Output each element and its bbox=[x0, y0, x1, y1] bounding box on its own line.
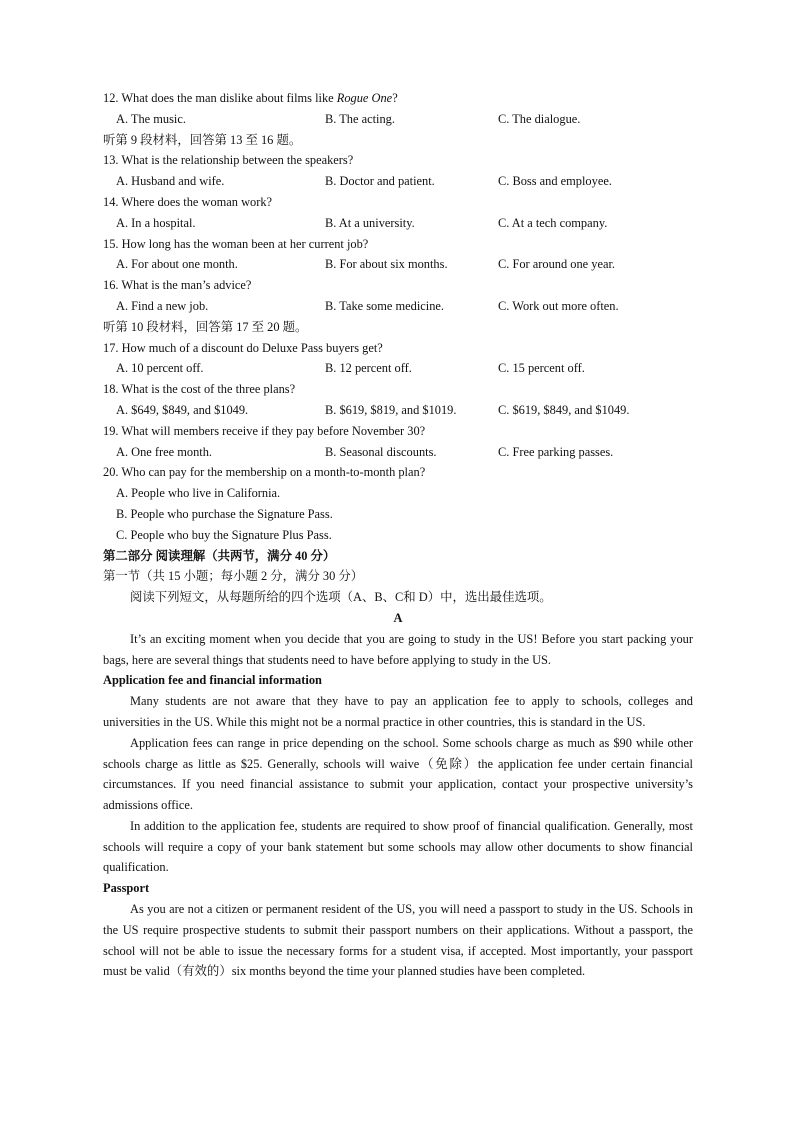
question-19-options bbox=[103, 442, 693, 463]
question-17-options bbox=[103, 358, 693, 379]
film-title: Rogue One bbox=[336, 91, 393, 105]
option-c: C. The dialogue. bbox=[498, 111, 581, 126]
option-a: A. Husband and wife. bbox=[116, 174, 225, 189]
option-a: A. In a hospital. bbox=[116, 215, 196, 230]
option-a: A. One free month. bbox=[116, 444, 212, 459]
heading-passport: Passport bbox=[103, 881, 150, 896]
passage-intro: It’s an exciting moment when you decide that you are going to study in the US! Before you start packing your bags, here are several things that students need to have before applying to study in the US. bbox=[103, 631, 693, 667]
question-12-options bbox=[103, 109, 693, 130]
option-c: C. 15 percent off. bbox=[498, 361, 585, 376]
option-a: A. People who live in California. bbox=[116, 486, 281, 501]
question-12-text: 12. What does the man dislike about films like bbox=[103, 91, 337, 105]
paragraph-fee-awareness: Many students are not aware that they have to pay an application fee to apply to schools, colleges and universities in the US. While this might not be a normal practice in other countries, this is standard in the US. bbox=[103, 694, 693, 729]
option-a: A. 10 percent off. bbox=[116, 361, 204, 376]
question-19: 19. What will members receive if they pay before November 30? bbox=[103, 423, 426, 438]
option-c: C. $619, $849, and $1049. bbox=[498, 402, 630, 417]
section-one-title: 第一节（共 15 小题；每小题 2 分，满分 30 分） bbox=[103, 569, 364, 584]
option-a: A. Find a new job. bbox=[116, 298, 209, 313]
part-two-title: 第二部分 阅读理解（共两节，满分 40 分） bbox=[103, 548, 336, 563]
question-18-options bbox=[103, 400, 693, 421]
paragraph-financial-proof: In addition to the application fee, students are required to show proof of financial qualification. Generally, most schools will require a copy of your bank statement but some schools may allow other documents to show financial qualification. bbox=[103, 818, 693, 875]
option-c: C. Free parking passes. bbox=[498, 444, 614, 459]
option-c: C. Work out more often. bbox=[498, 298, 619, 313]
heading-application-fee: Application fee and financial information bbox=[103, 673, 322, 688]
question-20: 20. Who can pay for the membership on a month-to-month plan? bbox=[103, 465, 426, 480]
option-c: C. Boss and employee. bbox=[498, 174, 612, 189]
question-16: 16. What is the man’s advice? bbox=[103, 278, 252, 293]
option-b: B. The acting. bbox=[325, 111, 395, 126]
question-18: 18. What is the cost of the three plans? bbox=[103, 382, 296, 397]
question-12 bbox=[103, 88, 693, 109]
option-b: B. At a university. bbox=[325, 215, 415, 230]
section-10-instruction: 听第 10 段材料，回答第 17 至 20 题。 bbox=[103, 319, 308, 334]
question-17: 17. How much of a discount do Deluxe Pass buyers get? bbox=[103, 340, 383, 355]
section-9-instruction: 听第 9 段材料，回答第 13 至 16 题。 bbox=[103, 132, 302, 147]
option-b: B. 12 percent off. bbox=[325, 361, 412, 376]
question-13: 13. What is the relationship between the speakers? bbox=[103, 153, 354, 168]
option-c: C. People who buy the Signature Plus Pass. bbox=[116, 527, 332, 542]
reading-instruction: 阅读下列短文，从每题所给的四个选项（A、B、C和 D）中，选出最佳选项。 bbox=[130, 590, 552, 605]
question-15-options bbox=[103, 254, 693, 275]
paragraph-passport: As you are not a citizen or permanent resident of the US, you will need a passport to study in the US. Schools in the US require prospective students to submit their passport numbers on their applications. Without a passport, the school will not be able to issue the necessary forms for a student visa, if accepted. Most importantly, your passport must be valid（有效的）six months beyond the time your planned studies have been completed. bbox=[103, 902, 693, 979]
option-c: C. For around one year. bbox=[498, 257, 615, 272]
question-13-options bbox=[103, 171, 693, 192]
option-a: A. $649, $849, and $1049. bbox=[116, 402, 249, 417]
option-a: A. The music. bbox=[116, 111, 186, 126]
option-b: B. Doctor and patient. bbox=[325, 174, 435, 189]
option-b: B. Seasonal discounts. bbox=[325, 444, 437, 459]
paragraph-fee-range: Application fees can range in price depending on the school. Some schools charge as much as $90 while other schools charge as little as $25. Generally, schools will waive（免除）the application fee under certain financial circumstances. If you need financial assistance to submit your application, contact your prospective university’s admissions office. bbox=[103, 735, 693, 813]
question-12-mark: ? bbox=[392, 91, 398, 105]
option-b: B. Take some medicine. bbox=[325, 298, 444, 313]
option-b: B. People who purchase the Signature Pass. bbox=[116, 506, 333, 521]
question-16-options bbox=[103, 296, 693, 317]
option-c: C. At a tech company. bbox=[498, 215, 608, 230]
option-b: B. $619, $819, and $1019. bbox=[325, 402, 457, 417]
option-b: B. For about six months. bbox=[325, 257, 448, 272]
option-a: A. For about one month. bbox=[116, 257, 238, 272]
question-15: 15. How long has the woman been at her current job? bbox=[103, 236, 369, 251]
passage-label: A bbox=[393, 610, 403, 625]
question-14-options bbox=[103, 213, 693, 234]
page-content bbox=[103, 88, 693, 982]
question-14: 14. Where does the woman work? bbox=[103, 194, 273, 209]
